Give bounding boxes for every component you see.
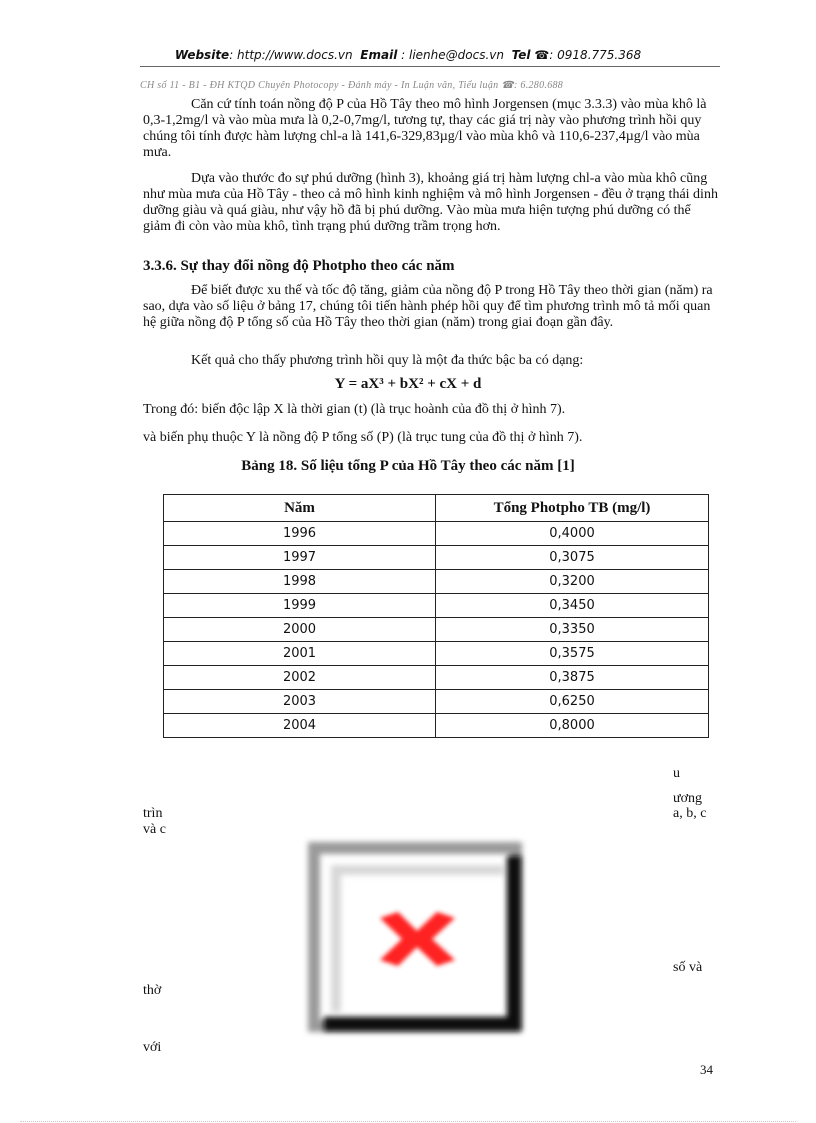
page-number: 34 <box>700 1062 713 1077</box>
table-caption: Bảng 18. Số liệu tổng P của Hồ Tây theo các năm [1] <box>241 458 575 474</box>
table-row <box>164 714 709 738</box>
paragraph-6: và biến phụ thuộc Y là nồng độ P tổng số (P) (là trục tung của đồ thị ở hình 7). <box>143 430 583 445</box>
value-cell: 0,6250 <box>436 690 709 714</box>
table-header-row <box>164 495 709 522</box>
text-fragment: a, b, c <box>673 806 707 821</box>
website-label: Website <box>174 48 230 62</box>
text-fragment: u <box>673 766 680 781</box>
tel-label: Tel <box>511 48 531 62</box>
value-cell: 0,3450 <box>436 594 709 618</box>
text-fragment: với <box>143 1040 162 1055</box>
text-fragment: trìn <box>143 806 163 821</box>
table-row <box>164 522 709 546</box>
website-url[interactable]: : http://www.docs.vn <box>229 48 353 62</box>
year-cell: 2001 <box>164 642 436 666</box>
email-label: Email <box>360 48 398 62</box>
text-fragment: và c <box>143 822 166 837</box>
table-row <box>164 618 709 642</box>
table-row <box>164 642 709 666</box>
text-fragment: số và <box>673 960 703 975</box>
header-subline: CH số 11 - B1 - ĐH KTQD Chuyên Photocopy - Đánh máy - In Luận văn, Tiểu luận ☎: 6.280.688 <box>140 80 564 91</box>
value-cell: 0,8000 <box>436 714 709 738</box>
table-row <box>164 666 709 690</box>
text-fragment: thờ <box>143 983 162 998</box>
year-cell: 2004 <box>164 714 436 738</box>
tel-value: : 0918.775.368 <box>549 48 642 62</box>
table-row <box>164 570 709 594</box>
year-cell: 1998 <box>164 570 436 594</box>
text-fragment: ương <box>673 791 702 806</box>
section-heading: 3.3.6. Sự thay đổi nồng độ Photpho theo các năm <box>143 258 455 274</box>
year-cell: 1996 <box>164 522 436 546</box>
paragraph-2: Dựa vào thước đo sự phú dưỡng (hình 3), khoảng giá trị hàm lượng chl-a vào mùa khô cũng như mùa mưa của Hồ Tây - theo cả mô hình kinh nghiệm và mô hình Jorgensen - đều ở trạng thái dinh dưỡng giàu và quá giàu, như vậy hồ đã bị phú dưỡng. Vào mùa mưa hiện tượng phú dưỡng có thể giảm đi còn vào mùa khô, tình trạng phú dưỡng trầm trọng hơn. <box>143 171 718 234</box>
header-year: Năm <box>164 495 436 522</box>
broken-image-icon <box>302 836 528 1038</box>
year-cell: 1999 <box>164 594 436 618</box>
phosphorus-table <box>163 494 709 738</box>
paragraph-1: Căn cứ tính toán nồng độ P của Hồ Tây theo mô hình Jorgensen (mục 3.3.3) vào mùa khô là 0,3-1,2mg/l và vào mùa mưa là 0,2-0,7mg/l, tương tự, thay các giá trị này vào phương trình hồi quy chúng tôi tính được hàm lượng chl-a là 141,6-329,83µg/l vào mùa khô và 110,6-237,4µg/l vào mùa mưa. <box>143 97 707 160</box>
table-row <box>164 546 709 570</box>
year-cell: 1997 <box>164 546 436 570</box>
value-cell: 0,3350 <box>436 618 709 642</box>
paragraph-5: Trong đó: biến độc lập X là thời gian (t) (là trục hoành của đồ thị ở hình 7). <box>143 402 566 417</box>
header-total-phosphorus: Tổng Photpho TB (mg/l) <box>436 495 709 522</box>
value-cell: 0,3575 <box>436 642 709 666</box>
email-value[interactable]: : lienhe@docs.vn <box>401 48 504 62</box>
page-bottom-divider <box>20 1121 796 1122</box>
paragraph-4: Kết quả cho thấy phương trình hồi quy là một đa thức bậc ba có dạng: <box>191 353 584 368</box>
value-cell: 0,4000 <box>436 522 709 546</box>
paragraph-3: Để biết được xu thế và tốc độ tăng, giảm của nồng độ P trong Hồ Tây theo thời gian (năm) ra sao, dựa vào số liệu ở bảng 17, chúng tôi tiến hành phép hồi quy để tìm phương trình mô tả mối quan hệ giữa nồng độ P tổng số của Hồ Tây theo thời gian (năm) trong giai đoạn gần đây. <box>143 283 713 330</box>
value-cell: 0,3200 <box>436 570 709 594</box>
table-row <box>164 690 709 714</box>
year-cell: 2003 <box>164 690 436 714</box>
phone-icon: ☎ <box>534 48 550 62</box>
value-cell: 0,3875 <box>436 666 709 690</box>
year-cell: 2002 <box>164 666 436 690</box>
header-divider <box>140 66 720 67</box>
value-cell: 0,3075 <box>436 546 709 570</box>
regression-formula: Y = aX³ + bX² + cX + d <box>334 376 482 392</box>
header-contact <box>0 48 816 62</box>
table-row <box>164 594 709 618</box>
year-cell: 2000 <box>164 618 436 642</box>
